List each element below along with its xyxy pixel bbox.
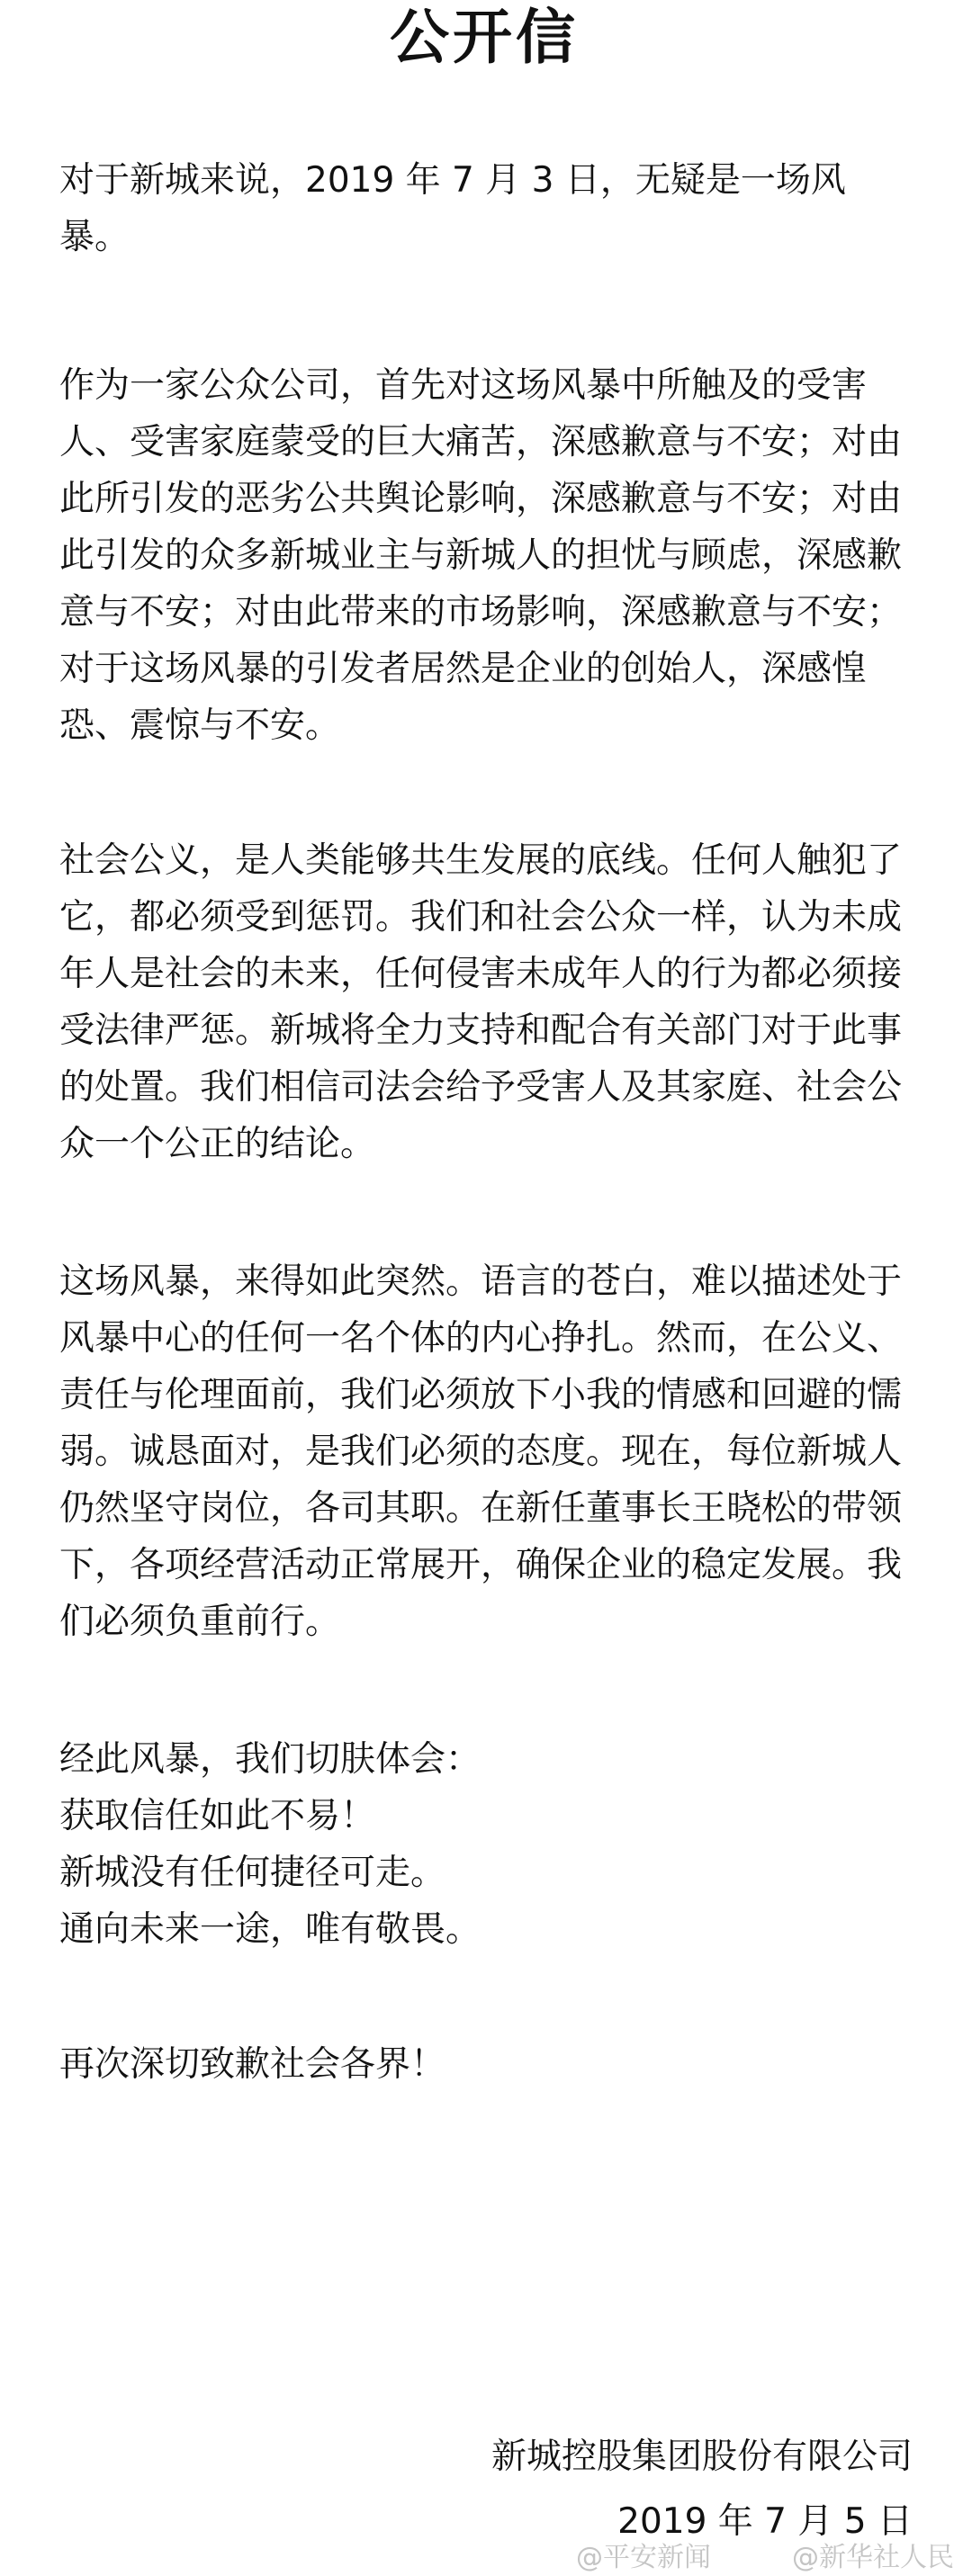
storm-paragraph: 这场风暴，来得如此突然。语言的苍白，难以描述处于风暴中心的任何一名个体的内心挣扎。然而，在公义、责任与伦理面前，我们必须放下小我的情感和回避的懦弱。诚恳面对，是我们必须的态度。现在，每位新城人仍然坚守岗位，各司其职。在新任董事长王晓松的带领下，各项经营活动正常展开，确保企业的稳定发展。我们必须负重前行。 — [59, 1261, 903, 1642]
signature-company: 新城控股集团股份有限公司 — [490, 2437, 913, 2477]
watermark-right: @新华社人民 — [792, 2542, 954, 2573]
closing-line: 再次深切致歉社会各界！ — [59, 2044, 446, 2085]
watermark-left: @平安新闻 — [576, 2542, 711, 2573]
letter-title: 公开信 — [390, 3, 579, 72]
lesson-line-2: 新城没有任何捷径可走。 — [59, 1853, 446, 1893]
social-justice-paragraph: 社会公义，是人类能够共生发展的底线。任何人触犯了它，都必须受到惩罚。我们和社会公众一样，认为未成年人是社会的未来，任何侵害未成年人的行为都必须接受法律严惩。新城将全力支持和配合有关部门对于此事的处置。我们相信司法会给予受害人及其家庭、社会公众一个公正的结论。 — [59, 840, 903, 1164]
lesson-line-1: 获取信任如此不易！ — [59, 1796, 376, 1836]
intro-paragraph: 对于新城来说，2019 年 7 月 3 日，无疑是一场风暴。 — [59, 160, 846, 257]
lessons-heading: 经此风暴，我们切肤体会： — [59, 1739, 482, 1780]
apology-paragraph: 作为一家公众公司，首先对这场风暴中所触及的受害人、受害家庭蒙受的巨大痛苦，深感歉意与不安；对由此所引发的恶劣公共舆论影响，深感歉意与不安；对由此引发的众多新城业主与新城人的担忧与顾虑，深感歉意与不安；对由此带来的市场影响，深感歉意与不安；对于这场风暴的引发者居然是企业的创始人，深感惶恐、震惊与不安。 — [59, 365, 903, 746]
lesson-line-3: 通向未来一途，唯有敬畏。 — [59, 1909, 482, 1950]
lessons-block — [59, 1731, 909, 1958]
signature-date: 2019 年 7 月 5 日 — [617, 2501, 913, 2542]
